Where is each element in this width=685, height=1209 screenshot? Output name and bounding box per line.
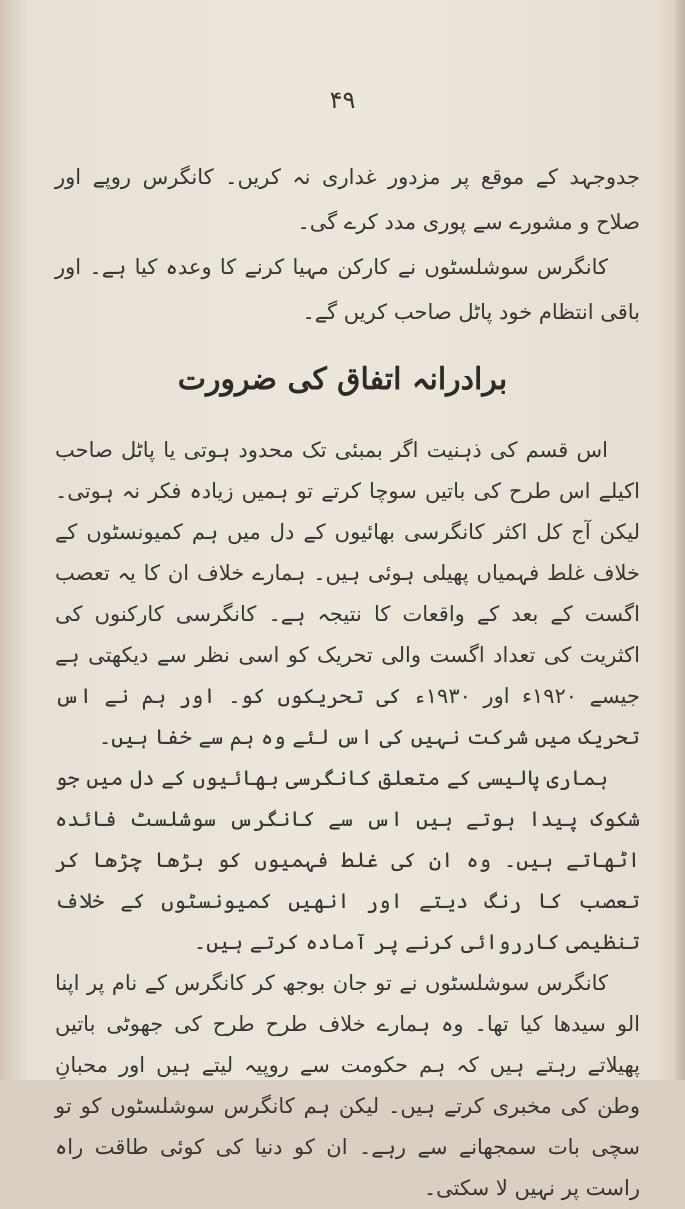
paragraph-socialist-workers: کانگرس سوشلسٹوں نے کارکن مہیا کرنے کا وعدہ کیا ہے۔ اور باقی انتظام خود پاٹل صاحب کریں گے۔ — [55, 255, 640, 324]
page-number: ۴۹ — [329, 86, 356, 114]
body-text-block — [55, 430, 640, 1209]
paragraph-policy-doubts: ہماری پالیسی کے متعلق کانگرسی بھائیوں کے دل میں جو شکوک پیدا ہوتے ہیں اس سے کانگرس سوشلسٹ فائدہ اٹھاتے ہیں۔ وہ ان کی غلط فہمیوں کو بڑھا چڑھا کر تعصب کا رنگ دیتے اور انھیں کمیونسٹوں کے خلاف تنظیمی کارروائی کرنے پر آمادہ کرتے ہیں۔ — [55, 766, 640, 954]
section-heading: برادرانہ اتفاق کی ضرورت — [177, 362, 508, 397]
paragraph-workers-support: جدوجہد کے موقع پر مزدور غداری نہ کریں۔ کانگرس روپے اور صلاح و مشورے سے پوری مدد کرے گی۔ — [55, 165, 640, 234]
paragraph-prejudice: اس قسم کی ذہنیت اگر بمبئی تک محدود ہوتی یا پاٹل صاحب اکیلے اس طرح کی باتیں سوچا کرتے تو ہمیں زیادہ فکر نہ ہوتی۔ لیکن آج کل اکثر کانگرسی بھائیوں کے دل میں ہم کمیونسٹوں کے خلاف غلط فہمیاں پھیلی ہوئی ہیں۔ ہمارے خلاف ان کا یہ تعصب اگست کے بعد کے واقعات کا نتیجہ ہے۔ کانگرسی کارکنوں کی اکثریت کی تعداد اگست والی تحریک کو اسی نظر سے دیکھتی ہے جیسے ۱۹۲۰ء اور ۱۹۳۰ء کی تحریکوں کو۔ اور ہم نے اس تحریک میں شرکت نہیں کی اس لئے وہ ہم سے خفا ہیں۔ — [55, 438, 640, 749]
paragraph-false-accusations: کانگرس سوشلسٹوں نے تو جان بوجھ کر کانگرس کے نام پر اپنا الو سیدھا کیا تھا۔ وہ ہمارے خلاف طرح طرح کی جھوٹی باتیں پھیلاتے رہتے ہیں کہ ہم حکومت سے روپیہ لیتے ہیں اور محبانِ وطن کی مخبری کرتے ہیں۔ لیکن ہم کانگرس سوشلسٹوں کو تو سچی بات سمجھانے سے رہے۔ ان کو دنیا کی کوئی طاقت راہ راست پر نہیں لا سکتی۔ — [55, 971, 640, 1200]
page-gutter — [675, 0, 685, 1080]
top-text-block — [55, 155, 640, 335]
